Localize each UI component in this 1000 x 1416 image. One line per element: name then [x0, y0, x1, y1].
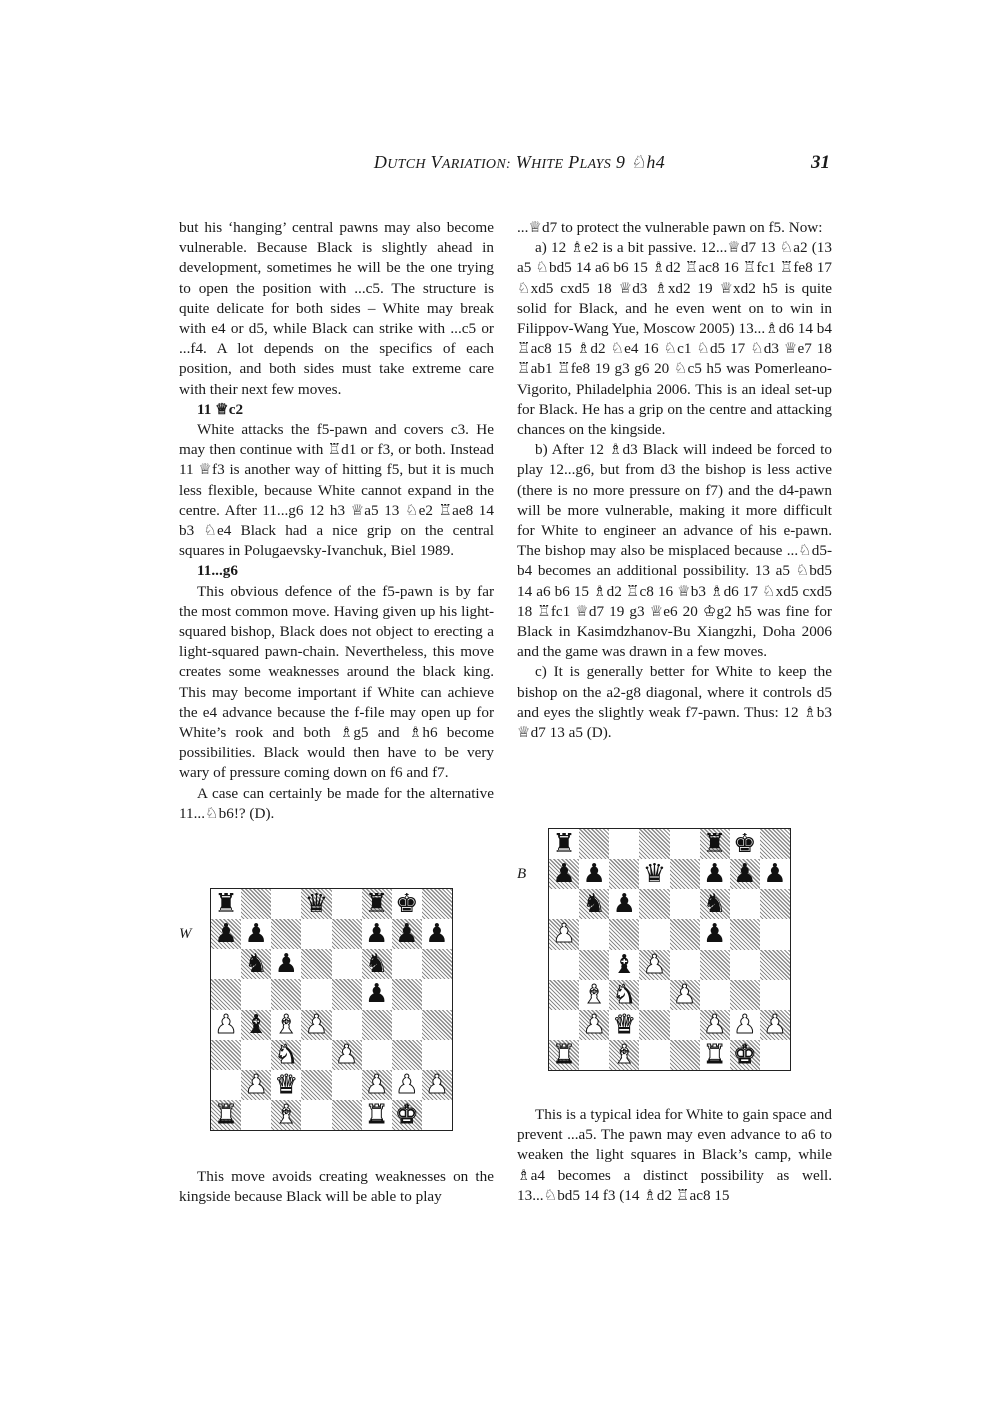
board-square [760, 1010, 790, 1040]
board-square [422, 1070, 452, 1100]
board-square [422, 1040, 452, 1070]
board-square [422, 979, 452, 1009]
board-square [639, 859, 669, 889]
board-square [211, 889, 241, 919]
board-square [332, 979, 362, 1009]
board-square [639, 1040, 669, 1070]
white-queen-icon: ♛ [612, 1009, 636, 1040]
board-square [700, 919, 730, 949]
board-square [670, 889, 700, 919]
board-square [301, 979, 331, 1009]
board-square [362, 1040, 392, 1070]
white-pawn-icon: ♟ [395, 1069, 419, 1100]
black-bishop-icon: ♝ [612, 949, 636, 980]
board-square [362, 1100, 392, 1130]
board-square [549, 919, 579, 949]
black-pawn-icon: ♟ [763, 859, 787, 890]
board-square [579, 889, 609, 919]
running-title: DUTCH VARIATION: WHITE PLAYS 9 ♘h4 [373, 152, 665, 172]
board-square [301, 949, 331, 979]
black-queen-icon: ♛ [642, 859, 667, 890]
board-square [700, 1010, 730, 1040]
board-square [301, 1100, 331, 1130]
board-square [670, 1040, 700, 1070]
board-square [730, 980, 760, 1010]
white-pawn-icon: ♟ [365, 1069, 389, 1100]
board-square [579, 919, 609, 949]
board-square [301, 1010, 331, 1040]
board-square [609, 1010, 639, 1040]
move-heading: 11 ♕c2 [197, 400, 244, 418]
board-square [760, 980, 790, 1010]
board-square [332, 1010, 362, 1040]
board-square [241, 1070, 271, 1100]
black-queen-icon: ♛ [304, 889, 329, 920]
board-square [271, 949, 301, 979]
board-square [549, 950, 579, 980]
board-square [609, 859, 639, 889]
board-square [211, 1070, 241, 1100]
board-square [422, 1100, 452, 1130]
board-square [670, 950, 700, 980]
board-square [700, 829, 730, 859]
diagram-1-side-to-move: W [179, 926, 192, 942]
black-pawn-icon: ♟ [274, 949, 298, 980]
board-square [639, 950, 669, 980]
white-rook-icon: ♜ [214, 1099, 238, 1130]
board-square [730, 1040, 760, 1070]
white-bishop-icon: ♝ [274, 1009, 298, 1040]
board-square [639, 980, 669, 1010]
board-square [422, 919, 452, 949]
board-square [271, 1070, 301, 1100]
board-square [579, 1010, 609, 1040]
white-king-icon: ♚ [395, 1099, 419, 1130]
board-square [700, 859, 730, 889]
board-square [362, 919, 392, 949]
board-square [609, 980, 639, 1010]
paragraph: This move avoids creating weaknesses on the kingside because Black will be able to play [179, 1168, 494, 1206]
board-square [332, 919, 362, 949]
board-square [422, 949, 452, 979]
white-pawn-icon: ♟ [552, 919, 576, 950]
board-square [579, 859, 609, 889]
left-column [179, 218, 494, 824]
white-pawn-icon: ♟ [763, 1009, 787, 1040]
board-square [211, 1010, 241, 1040]
board-square [392, 1040, 422, 1070]
board-square [301, 919, 331, 949]
paragraph: ...♕d7 to protect the vulnerable pawn on f5. Now: [517, 219, 823, 236]
board-square [579, 980, 609, 1010]
board-square [760, 919, 790, 949]
board-square [730, 919, 760, 949]
paragraph: A case can certainly be made for the alternative 11...♘b6!? (D). [179, 784, 494, 822]
board-square [670, 980, 700, 1010]
move-heading: 11...g6 [197, 562, 238, 580]
board-square [609, 1040, 639, 1070]
board-square [332, 889, 362, 919]
board-square [241, 949, 271, 979]
black-pawn-icon: ♟ [365, 919, 389, 950]
black-king-icon: ♚ [395, 889, 419, 920]
black-knight-icon: ♞ [582, 889, 606, 920]
board-square [700, 889, 730, 919]
board-square [392, 979, 422, 1009]
board-square [700, 980, 730, 1010]
board-square [241, 979, 271, 1009]
board-square [241, 889, 271, 919]
white-pawn-icon: ♟ [425, 1069, 449, 1100]
black-king-icon: ♚ [733, 829, 757, 860]
white-pawn-icon: ♟ [703, 1009, 727, 1040]
board-square [332, 1040, 362, 1070]
board-square [730, 829, 760, 859]
paragraph: b) After 12 ♗d3 Black will indeed be forced to play 12...g6, but from d3 the bishop is less active (there is no more pressure on f7) and the d4-pawn will be more vulnerable, making it more difficult for White to engineer an advance of his e-pawn. The bishop may also be misplaced because ...♘d5-b4 becomes an additional possibility. 13 a5 ♘bd5 14 a6 b6 15 ♗d2 ♖c8 16 ♕b3 ♗d6 17 ♘xd5 cxd5 18 ♖fc1 ♕d7 19 g3 ♕e6 20 ♔g2 h5 was fine for Black in Kasimdzhanov-Bu Xiangzhi, Doha 2006 and the game was drawn in a few moves. [517, 441, 832, 661]
board-square [609, 950, 639, 980]
white-pawn-icon: ♟ [334, 1039, 359, 1070]
white-rook-icon: ♜ [552, 1039, 576, 1070]
white-pawn-icon: ♟ [244, 1069, 268, 1100]
white-pawn-icon: ♟ [582, 1009, 606, 1040]
black-knight-icon: ♞ [244, 949, 268, 980]
board-square [241, 1010, 271, 1040]
black-pawn-icon: ♟ [552, 859, 576, 890]
paragraph: This obvious defence of the f5-pawn is by far the most common move. Having given up his light-squared bishop, Black does not object to erecting a light-squared pawn-chain. Nevertheless, this move creates some weaknesses around the black king. This may become important if White can achieve the e4 advance because the f-file may open up for White’s rook and both ♗g5 and ♗h6 become possibilities. Black would then have to be very wary of pressure coming down on f6 and f7. [179, 582, 494, 782]
black-rook-icon: ♜ [703, 829, 727, 860]
board-square [211, 949, 241, 979]
black-pawn-icon: ♟ [395, 919, 419, 950]
diagram-2-side-to-move: B [517, 866, 527, 882]
black-pawn-icon: ♟ [214, 919, 238, 950]
black-pawn-icon: ♟ [703, 919, 727, 950]
white-rook-icon: ♜ [703, 1039, 727, 1070]
board-square [670, 829, 700, 859]
board-square [730, 1010, 760, 1040]
black-bishop-icon: ♝ [244, 1009, 268, 1040]
board-square [422, 1010, 452, 1040]
white-pawn-icon: ♟ [214, 1009, 238, 1040]
paragraph: but his ‘hanging’ central pawns may also become vulnerable. Because Black is slightly ahead in development, sometimes he will be the one trying to open the position with ...c5. The structure is quite delicate for both sides – White may break with e4 or d5, while Black can strike with ...c5 or ...f4. A lot depends on the specifics of each position, and both sides must take extreme care with their next few moves. [179, 219, 494, 398]
board-square [609, 829, 639, 859]
page-number: 31 [811, 152, 830, 173]
right-column-continuation [517, 1105, 832, 1206]
board-square [670, 1010, 700, 1040]
board-square [639, 1010, 669, 1040]
paragraph: White attacks the f5-pawn and covers c3. He may then continue with ♖d1 or f3, or both. Instead 11 ♕f3 is another way of hitting f5, but it is much less flexible, because White cannot expand in the centre. After 11...g6 12 h3 ♕a5 13 ♘e2 ♖ae8 14 b3 ♘e4 Black had a nice grip on the central squares in Polugaevsky-Ivanchuk, Biel 1989. [179, 421, 494, 560]
paragraph: This is a typical idea for White to gain space and prevent ...a5. The pawn may even advance to a6 to weaken the light squares in Black’s camp, while ♗a4 becomes a distinct possibility as well. 13...♘bd5 14 f3 (14 ♗d2 ♖ac8 15 [517, 1106, 832, 1204]
board-square [639, 889, 669, 919]
board-square [271, 1100, 301, 1130]
board-square [271, 919, 301, 949]
board-square [730, 859, 760, 889]
board-square [211, 979, 241, 1009]
board-square [362, 1010, 392, 1040]
board-square [670, 859, 700, 889]
board-square [392, 1010, 422, 1040]
chess-board-2 [548, 828, 791, 1071]
board-square [211, 1040, 241, 1070]
board-square [271, 1010, 301, 1040]
white-king-icon: ♚ [733, 1039, 757, 1070]
black-pawn-icon: ♟ [425, 919, 449, 950]
board-square [362, 1070, 392, 1100]
white-pawn-icon: ♟ [304, 1009, 329, 1040]
board-square [392, 889, 422, 919]
black-pawn-icon: ♟ [244, 919, 268, 950]
board-square [700, 1040, 730, 1070]
black-rook-icon: ♜ [214, 889, 238, 920]
board-square [301, 889, 331, 919]
white-bishop-icon: ♝ [612, 1039, 636, 1070]
board-square [700, 950, 730, 980]
black-rook-icon: ♜ [365, 889, 389, 920]
board-square [301, 1040, 331, 1070]
white-knight-icon: ♞ [612, 979, 636, 1010]
board-square [241, 1040, 271, 1070]
board-square [639, 829, 669, 859]
board-square [579, 829, 609, 859]
board-square [579, 950, 609, 980]
board-square [211, 919, 241, 949]
board-square [362, 979, 392, 1009]
board-square [392, 949, 422, 979]
board-square [730, 889, 760, 919]
white-pawn-icon: ♟ [733, 1009, 757, 1040]
black-knight-icon: ♞ [365, 949, 389, 980]
black-pawn-icon: ♟ [612, 889, 636, 920]
chess-board-1 [210, 888, 453, 1131]
running-header [180, 152, 830, 182]
board-square [639, 919, 669, 949]
board-square [332, 1100, 362, 1130]
board-square [609, 889, 639, 919]
board-square [579, 1040, 609, 1070]
board-square [549, 1040, 579, 1070]
black-pawn-icon: ♟ [582, 859, 606, 890]
board-square [271, 1040, 301, 1070]
board-square [301, 1070, 331, 1100]
paragraph: a) 12 ♗e2 is a bit passive. 12...♕d7 13 ♘a2 (13 a5 ♘bd5 14 a6 b6 15 ♗d2 ♖ac8 16 ♖fc1 ♖fe8 17 ♘xd5 cxd5 18 ♕d3 ♗xd2 19 ♕xd2 h5 is quite solid for Black, and he even went on to win in Filippov-Wang Yue, Moscow 2005) 13...♗d6 14 b4 ♖ac8 15 ♗d2 ♘e4 16 ♘c1 ♘d5 17 ♘d3 ♕e7 18 ♖ab1 ♖fe8 19 g3 g6 20 ♘c5 h5 was Pomerleano-Vigorito, Philadelphia 2006. This is an ideal set-up for Black. He has a grip on the centre and attacking chances on the kingside. [517, 239, 832, 439]
white-knight-icon: ♞ [274, 1039, 298, 1070]
white-pawn-icon: ♟ [672, 979, 697, 1010]
right-column [517, 218, 832, 743]
white-queen-icon: ♛ [274, 1069, 298, 1100]
black-pawn-icon: ♟ [703, 859, 727, 890]
board-square [760, 859, 790, 889]
board-square [730, 950, 760, 980]
board-square [609, 919, 639, 949]
left-column-continuation [179, 1167, 494, 1207]
board-square [670, 919, 700, 949]
board-square [760, 950, 790, 980]
white-bishop-icon: ♝ [582, 979, 606, 1010]
white-bishop-icon: ♝ [274, 1099, 298, 1130]
board-square [549, 980, 579, 1010]
board-square [549, 1010, 579, 1040]
white-rook-icon: ♜ [365, 1099, 389, 1130]
board-square [392, 919, 422, 949]
black-rook-icon: ♜ [552, 829, 576, 860]
board-square [392, 1100, 422, 1130]
board-square [271, 979, 301, 1009]
board-square [760, 889, 790, 919]
white-pawn-icon: ♟ [642, 949, 667, 980]
paragraph: c) It is generally better for White to keep the bishop on the a2-g8 diagonal, where it controls d5 and eyes the slightly weak f7-pawn. Thus: 12 ♗b3 ♕d7 13 a5 (D). [517, 663, 832, 742]
black-pawn-icon: ♟ [733, 859, 757, 890]
board-square [392, 1070, 422, 1100]
board-square [422, 889, 452, 919]
black-pawn-icon: ♟ [365, 979, 389, 1010]
board-square [241, 919, 271, 949]
board-square [549, 859, 579, 889]
board-square [760, 1040, 790, 1070]
board-square [332, 949, 362, 979]
board-square [760, 829, 790, 859]
board-square [549, 829, 579, 859]
board-square [211, 1100, 241, 1130]
board-square [241, 1100, 271, 1130]
black-knight-icon: ♞ [703, 889, 727, 920]
board-square [549, 889, 579, 919]
board-square [271, 889, 301, 919]
board-square [362, 889, 392, 919]
board-square [362, 949, 392, 979]
board-square [332, 1070, 362, 1100]
